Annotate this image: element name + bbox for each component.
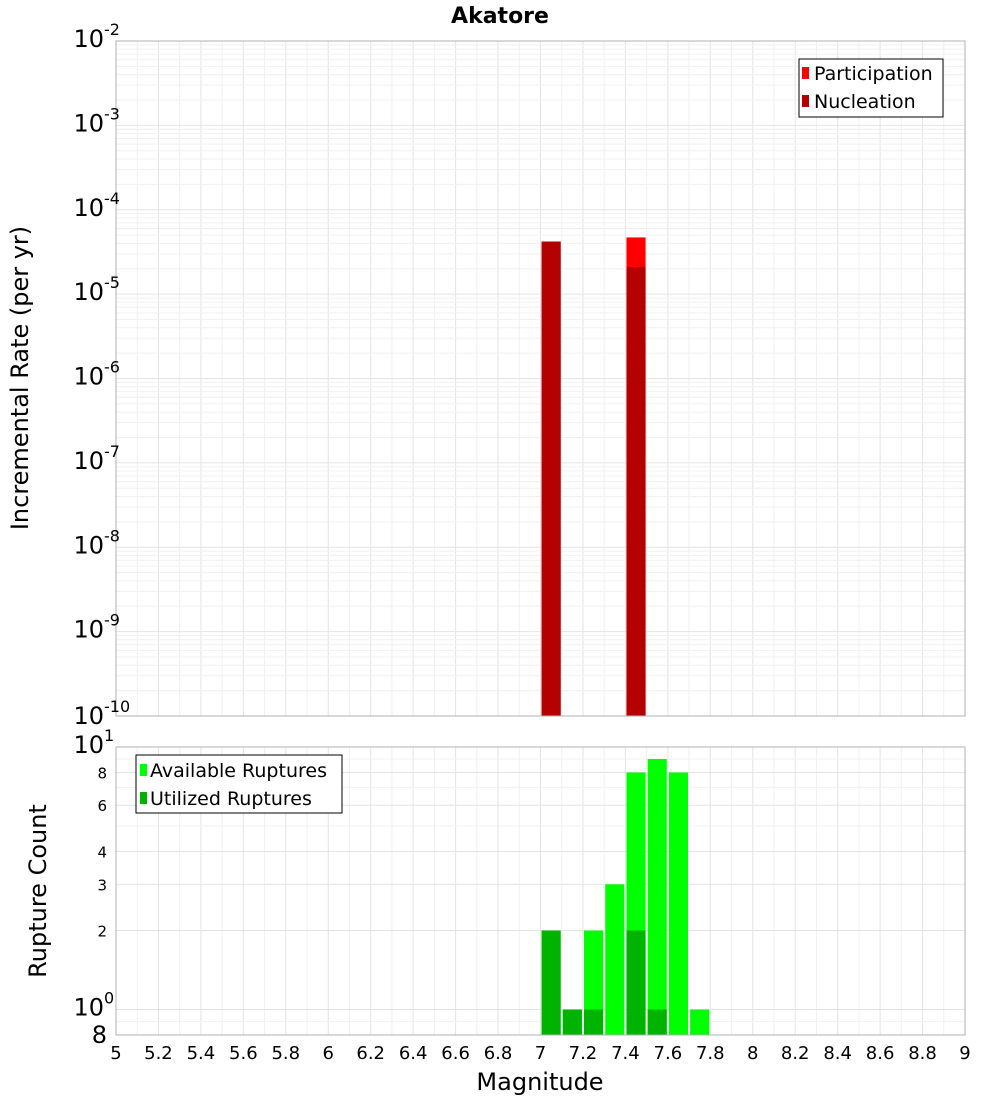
available-legend-label: Available Ruptures — [150, 760, 327, 782]
x-tick-label: 6.8 — [483, 1043, 513, 1064]
rate-y-tick-label: 10 — [73, 702, 104, 730]
utilized-legend-label: Utilized Ruptures — [150, 788, 312, 810]
rate-y-tick-exponent: -5 — [104, 273, 120, 293]
rate-bar-b — [542, 242, 561, 716]
rate-y-tick-exponent: -8 — [104, 526, 120, 546]
rate-panel — [6, 20, 965, 730]
nucleation-legend-swatch — [802, 95, 809, 107]
count-bar-a — [605, 884, 624, 1035]
rate-y-tick-label: 10 — [73, 109, 104, 138]
count-y-tick-label: 8 — [97, 764, 107, 783]
rate-bar-b — [626, 267, 645, 716]
rate-y-tick-label: 10 — [73, 446, 104, 475]
count-y-tick-exponent: 1 — [104, 726, 115, 745]
x-tick-label: 5.8 — [271, 1043, 301, 1064]
x-axis-label: Magnitude — [476, 1068, 604, 1096]
x-tick-label: 9 — [959, 1043, 971, 1064]
x-tick-label: 7.8 — [695, 1043, 725, 1064]
count-bar-a — [690, 1010, 709, 1035]
rate-y-tick-exponent: -7 — [104, 441, 120, 461]
rate-y-tick-label: 10 — [73, 25, 104, 53]
rate-y-tick-label: 10 — [73, 278, 104, 307]
count-y-tick-exponent: 0 — [104, 988, 115, 1008]
chart-title: Akatore — [451, 4, 549, 29]
x-axis-ticks — [110, 1043, 970, 1064]
x-tick-label: 8.6 — [865, 1043, 895, 1064]
x-tick-label: 7.4 — [611, 1043, 640, 1064]
x-tick-label: 8.4 — [823, 1043, 852, 1064]
x-tick-label: 5 — [110, 1043, 122, 1064]
x-tick-label: 7.6 — [653, 1043, 683, 1064]
x-tick-label: 8.2 — [780, 1043, 810, 1064]
available-legend-swatch — [140, 764, 147, 776]
count-bar-a — [648, 759, 667, 1035]
x-tick-label: 6.2 — [356, 1043, 386, 1064]
rate-y-tick-exponent: -6 — [104, 357, 120, 377]
count-bar-b — [563, 1010, 582, 1035]
count-y-tick-label: 3 — [97, 876, 107, 895]
rate-y-tick-label: 10 — [73, 531, 104, 560]
count-bar-b — [584, 1010, 603, 1035]
x-tick-label: 5.6 — [229, 1043, 258, 1064]
count-y-tick-label: 8 — [91, 1021, 107, 1049]
rate-y-axis-label: Incremental Rate (per yr) — [6, 225, 34, 531]
x-tick-label: 8 — [747, 1043, 759, 1064]
x-tick-label: 5.2 — [144, 1043, 173, 1064]
count-y-tick-label: 10 — [73, 993, 104, 1022]
count-y-tick-label: 2 — [97, 922, 107, 941]
x-tick-label: 6 — [322, 1043, 334, 1064]
rate-y-tick-exponent: -10 — [104, 697, 131, 716]
x-tick-label: 6.4 — [398, 1043, 428, 1064]
participation-legend-swatch — [802, 67, 809, 79]
nucleation-legend-label: Nucleation — [814, 91, 916, 113]
rate-y-tick-exponent: -9 — [104, 610, 120, 630]
rate-y-tick-label: 10 — [73, 362, 104, 391]
utilized-legend-swatch — [140, 792, 147, 804]
rate-y-tick-exponent: -2 — [104, 20, 120, 39]
x-tick-label: 7 — [534, 1043, 547, 1064]
count-bar-b — [542, 931, 561, 1035]
x-tick-label: 5.4 — [186, 1043, 216, 1064]
rate-legend — [799, 59, 943, 117]
rate-y-tick-exponent: -4 — [104, 188, 120, 208]
x-tick-label: 7.2 — [568, 1043, 598, 1064]
count-y-axis-label: Rupture Count — [24, 804, 52, 978]
count-bar-b — [648, 1010, 667, 1035]
count-bar-a — [669, 772, 688, 1035]
x-tick-label: 6.6 — [441, 1043, 470, 1064]
count-y-tick-label: 4 — [97, 843, 107, 862]
rate-y-tick-label: 10 — [73, 615, 104, 644]
count-bar-b — [626, 931, 645, 1035]
count-legend — [136, 755, 342, 813]
rate-y-tick-exponent: -3 — [104, 104, 120, 124]
count-y-ticks — [73, 726, 114, 1049]
rate-gridlines — [116, 41, 965, 716]
count-y-tick-label: 10 — [73, 731, 104, 759]
participation-legend-label: Participation — [814, 63, 933, 85]
count-panel — [24, 726, 965, 1049]
count-y-tick-label: 6 — [97, 797, 107, 816]
x-tick-label: 8.8 — [908, 1043, 937, 1064]
rate-y-tick-label: 10 — [73, 193, 104, 222]
